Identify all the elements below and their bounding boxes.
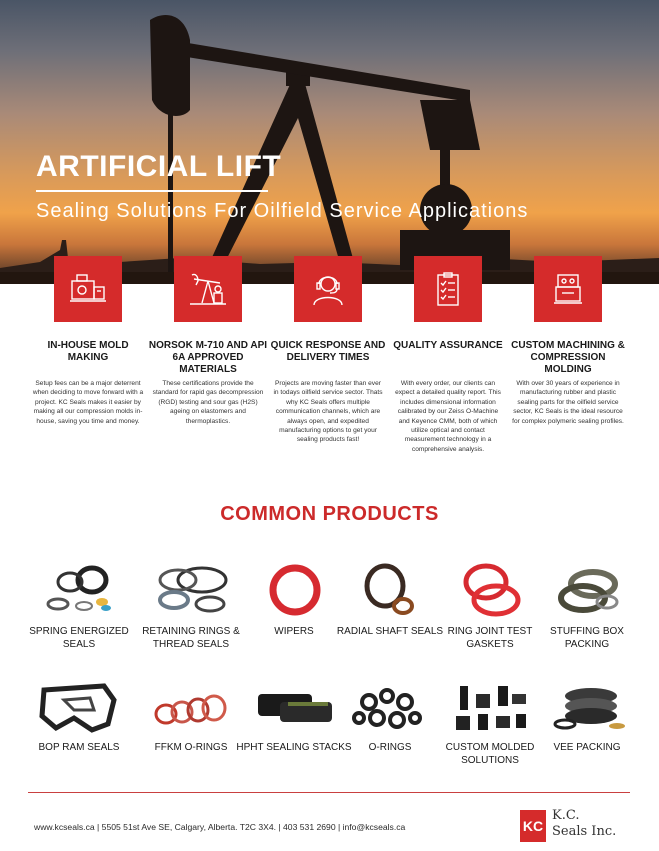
radial-shaft-seals-image (345, 562, 435, 618)
feature-icon-box (294, 256, 362, 322)
logo-line-2: Seals Inc. (552, 824, 617, 839)
product-label: O-RINGS (368, 742, 412, 753)
feature-title: IN-HOUSE MOLD MAKING (47, 340, 129, 363)
feature-title: QUICK RESPONSE AND DELIVERY TIMES (270, 340, 386, 363)
mold-machine-icon (68, 271, 108, 307)
feature-body: Setup fees can be a major deterrent when deciding to move forward with a project. KC Seals makes it easier by making all our compression molds in-house, saving you time and money. (32, 380, 144, 425)
pumpjack-silhouette (0, 0, 659, 284)
product-label: HPHT SEALING STACKS (236, 742, 352, 753)
oil-pump-icon (188, 271, 228, 307)
hero-banner (0, 0, 659, 284)
press-machine-icon (548, 271, 588, 307)
feature-body: Projects are moving faster than ever in todays oilfield service sector. Thats why KC Seals offers multiple communication channels, which are always open, and expedited manufacturing options to get your sealing products fast! (273, 380, 383, 444)
feature-title: QUALITY ASSURANCE (393, 340, 503, 351)
product-label: RETAINING RINGS & THREAD SEALS (142, 626, 240, 650)
product-label: CUSTOM MOLDED SOLUTIONS (445, 742, 535, 766)
product-label: BOP RAM SEALS (38, 742, 120, 753)
feature-body: These certifications provide the standard for rapid gas decompression (RGD) testing and sour gas (H2S) ageing on elastomers and thermoplastics. (152, 380, 264, 425)
vee-packing-image (543, 680, 633, 736)
custom-molded-solutions-image (446, 680, 536, 736)
feature-title: CUSTOM MACHINING & COMPRESSION MOLDING (511, 340, 625, 375)
ring-joint-test-gaskets-image (446, 562, 536, 618)
product-label: RING JOINT TEST GASKETS (447, 626, 533, 650)
feature-icon-box (174, 256, 242, 322)
bop-ram-seals-image (34, 680, 124, 736)
hero-divider (36, 190, 268, 192)
feature-icon-box (54, 256, 122, 322)
support-agent-icon (308, 271, 348, 307)
product-label: VEE PACKING (553, 742, 621, 753)
feature-body: With over 30 years of experience in manufacturing rubber and plastic sealing parts for the oilfield service sector, KC Seals is the ideal resource for complex polymeric sealing profiles. (512, 380, 624, 425)
product-label: RADIAL SHAFT SEALS (336, 626, 444, 637)
footer-contact: www.kcseals.ca | 5505 51st Ave SE, Calgary, Alberta. T2C 3X4. | 403 531 2690 | info@kcseals.ca (34, 822, 406, 832)
o-rings-image (345, 680, 435, 736)
checklist-icon (428, 271, 468, 307)
feature-title: NORSOK M-710 AND API 6A APPROVED MATERIALS (148, 340, 268, 375)
feature-icon-box (414, 256, 482, 322)
product-label: WIPERS (274, 626, 314, 637)
logo-mark: KC (520, 810, 546, 842)
feature-body: With every order, our clients can expect a detailed quality report. This includes dimensional information calibrated by our Zeiss O-Machine and Keyence CMM, both of which utilize optical and contact measurement technology in a comprehensive analysis. (395, 380, 501, 453)
product-label: STUFFING BOX PACKING (550, 626, 624, 650)
stuffing-box-packing-image (543, 562, 633, 618)
footer-divider (28, 792, 630, 793)
feature-icon-box (534, 256, 602, 322)
hero-title: ARTIFICIAL LIFT (36, 150, 282, 183)
hpht-sealing-stacks-image (250, 680, 340, 736)
hero-subtitle: Sealing Solutions For Oilfield Service Applications (36, 200, 529, 222)
logo-line-1: K.C. (552, 808, 580, 823)
company-logo (520, 808, 630, 844)
logo-text (552, 808, 616, 840)
retaining-rings-image (148, 562, 238, 618)
ffkm-o-rings-image (148, 680, 238, 736)
product-label: SPRING ENERGIZED SEALS (29, 626, 129, 650)
products-heading: COMMON PRODUCTS (220, 503, 439, 525)
spring-energized-seals-image (34, 562, 124, 618)
product-label: FFKM O-RINGS (154, 742, 228, 753)
wipers-image (250, 562, 340, 618)
